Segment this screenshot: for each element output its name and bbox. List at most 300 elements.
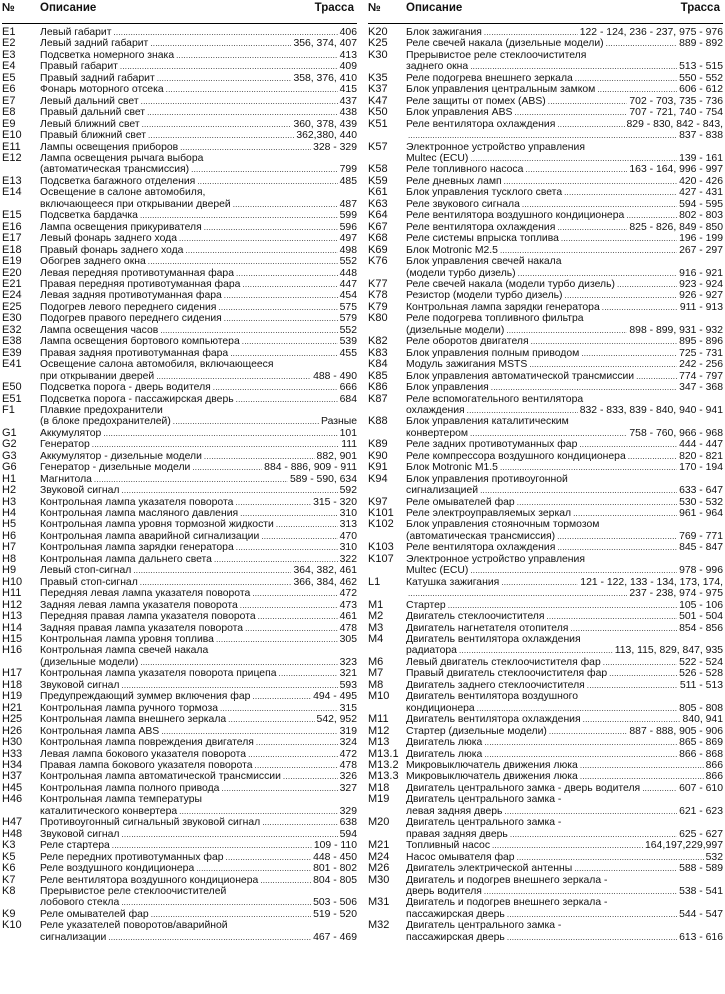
page-ref: 607 - 610: [679, 782, 723, 794]
entry-description: [40, 451, 357, 462]
dot-leader: [609, 668, 677, 679]
table-row: [2, 840, 357, 851]
page-ref: 544 - 547: [679, 908, 723, 920]
dot-leader: [501, 577, 578, 588]
table-row: [368, 680, 723, 691]
entry-description: [406, 164, 723, 175]
table-row: [2, 130, 357, 141]
entry-description: [40, 405, 357, 428]
table-row: [2, 863, 357, 874]
description-line: [406, 645, 723, 656]
page-ref: 882, 901: [316, 450, 357, 462]
page-ref: 467 - 469: [313, 931, 357, 943]
component-code: K77: [368, 277, 388, 290]
entry-description: [40, 485, 357, 496]
component-code: E20: [2, 266, 22, 279]
table-row: [368, 187, 723, 198]
table-row: [368, 84, 723, 95]
table-row: [368, 245, 723, 256]
description-text: Реле дневных ламп: [406, 175, 502, 187]
description-line: [406, 840, 723, 851]
component-code: K61: [368, 186, 388, 199]
table-row: [2, 542, 357, 553]
page-ref: 310: [339, 508, 357, 520]
page-ref: 666: [339, 382, 357, 394]
table-row: [2, 474, 357, 485]
dot-leader: [507, 932, 677, 943]
table-row: [368, 794, 723, 817]
line-spacer: [203, 153, 357, 164]
component-code: K9: [2, 907, 16, 920]
description-text: Подсветка порога - дверь водителя: [40, 382, 211, 394]
table-row: [2, 508, 357, 519]
page-ref: 413: [339, 49, 357, 61]
table-row: [2, 680, 357, 691]
description-text: Задняя левая лампа указателя поворота: [40, 599, 238, 611]
component-code: L1: [368, 575, 381, 588]
dot-leader: [233, 199, 338, 210]
description-line: [40, 531, 357, 542]
component-code: E16: [2, 220, 22, 233]
entry-description: [40, 142, 357, 153]
description-line: [406, 668, 723, 679]
page-ref: 360, 378, 439: [293, 118, 357, 130]
component-code: K30: [368, 48, 388, 61]
dot-leader: [561, 233, 677, 244]
left-column: [2, 2, 357, 943]
entry-description: [406, 119, 723, 142]
table-row: [368, 142, 723, 165]
description-text: Левая передняя противотуманная фара: [40, 267, 234, 279]
line-spacer: [561, 920, 723, 931]
entry-description: [40, 428, 357, 439]
page-ref: 478: [339, 760, 357, 771]
description-text: Левый задний габарит: [40, 38, 149, 50]
description-line: [40, 96, 357, 107]
dot-leader: [626, 210, 677, 221]
page-ref: 485: [339, 175, 357, 187]
dot-leader: [245, 623, 338, 634]
entry-description: [40, 439, 357, 450]
description-line: [40, 222, 357, 233]
description-line: [40, 313, 357, 324]
page-ref: 805 - 808: [679, 702, 723, 714]
table-row: [368, 577, 723, 600]
component-code: K103: [368, 541, 394, 554]
page-ref: 105 - 106: [679, 599, 723, 611]
dot-leader: [580, 760, 704, 771]
entry-list: [368, 24, 723, 943]
description-text: Левая лампа бокового указателя поворота: [40, 748, 247, 760]
description-line: [40, 153, 357, 164]
dot-leader: [220, 703, 338, 714]
entry-description: [406, 96, 723, 107]
description-text: Блок управления каталитическим: [406, 416, 569, 428]
entry-description: [406, 176, 723, 187]
component-code: H25: [2, 713, 23, 726]
component-code: M21: [368, 839, 390, 852]
page-ref: 267 - 297: [679, 244, 723, 256]
table-row: [2, 348, 357, 359]
description-line: [40, 668, 357, 679]
entry-description: [40, 245, 357, 256]
entry-description: [406, 222, 723, 233]
table-row: [2, 176, 357, 187]
dot-leader: [546, 611, 677, 622]
page-ref: 315 - 320: [313, 496, 357, 508]
page-ref: 448: [339, 267, 357, 279]
component-code: E39: [2, 346, 22, 359]
component-code: M13: [368, 736, 390, 749]
page-ref: 866 - 868: [679, 748, 723, 760]
entry-description: [406, 508, 723, 519]
description-text: Блок управления автоматической трансмиссии: [406, 370, 635, 382]
dot-leader: [151, 909, 311, 920]
page-ref: 113, 115, 829, 847, 935: [614, 645, 723, 657]
description-text: Реле указателей поворотов/аварийной: [40, 920, 228, 932]
component-code: E8: [2, 106, 16, 119]
description-line: [406, 817, 723, 828]
dot-leader: [642, 783, 677, 794]
page-ref: 625 - 627: [679, 828, 723, 840]
description-line: [40, 371, 357, 382]
description-text: Подогрев левого переднего сидения: [40, 301, 217, 313]
description-text: Двигатель центрального замка -: [406, 920, 562, 932]
description-line: [406, 405, 723, 416]
entry-description: [40, 336, 357, 347]
entry-description: [40, 691, 357, 702]
entry-description: [40, 325, 357, 336]
page-ref: 448 - 450: [313, 851, 357, 863]
page-ref: 329: [339, 805, 357, 817]
description-line: [40, 130, 357, 141]
component-code: E3: [2, 48, 16, 61]
component-code: E9: [2, 117, 16, 130]
description-line: [40, 932, 357, 943]
description-text: Микровыключатель движения люка: [406, 760, 578, 771]
description-text: заднего окна: [406, 61, 469, 73]
page-ref: 840, 941: [682, 714, 723, 726]
component-code: H17: [2, 667, 23, 680]
dot-leader: [517, 852, 704, 863]
line-spacer: [208, 645, 357, 656]
component-code: E50: [2, 381, 22, 394]
component-code: K64: [368, 209, 388, 222]
description-text: Левый габарит: [40, 27, 112, 38]
table-row: [368, 600, 723, 611]
page-ref: 163 - 164, 996 - 997: [629, 164, 723, 176]
description-text: (автоматическая трансмиссия): [40, 164, 190, 176]
description-line: [40, 50, 357, 61]
component-code: H33: [2, 747, 23, 760]
dot-leader: [94, 474, 288, 485]
component-code: K37: [368, 83, 388, 96]
description-line: [406, 760, 723, 771]
line-spacer: [586, 50, 723, 61]
description-text: Двигатель нагнетателя отопителя: [406, 622, 569, 634]
page-ref: 820 - 821: [679, 450, 723, 462]
description-text: Лампа освещения прикуривателя: [40, 221, 202, 233]
component-code: H2: [2, 484, 17, 497]
dot-leader: [484, 749, 677, 760]
entry-description: [406, 27, 723, 38]
table-row: [368, 474, 723, 497]
table-row: [368, 371, 723, 382]
description-line: [406, 73, 723, 84]
dot-leader: [242, 279, 337, 290]
dot-leader: [565, 290, 678, 301]
dot-leader: [228, 714, 314, 725]
description-line: [40, 920, 357, 931]
page-ref: 170 - 194: [679, 462, 723, 474]
component-code: E19: [2, 255, 22, 268]
component-code: H4: [2, 507, 17, 520]
entry-description: [40, 542, 357, 553]
description-text: Подогрев правого переднего сидения: [40, 313, 222, 325]
description-line: [40, 61, 357, 72]
line-spacer: [581, 634, 723, 645]
description-text: (дизельные модели): [406, 324, 505, 336]
entry-description: [406, 290, 723, 301]
table-row: [2, 749, 357, 760]
description-line: [40, 714, 357, 725]
dot-leader: [517, 497, 677, 508]
description-text: Реле защиты от помех (ABS): [406, 95, 546, 107]
description-text: Задняя правая лампа указателя поворота: [40, 622, 244, 634]
description-text: Блок зажигания: [406, 27, 482, 38]
dot-leader: [140, 577, 292, 588]
description-text: Реле передних противотуманных фар: [40, 851, 224, 863]
description-text: Противоугонный сигнальный звуковой сигнал: [40, 817, 261, 829]
page-ref: 552: [339, 324, 357, 336]
dot-leader: [216, 634, 338, 645]
entry-description: [406, 920, 723, 943]
table-row: [2, 428, 357, 439]
description-text: Блок управления ABS: [406, 107, 513, 119]
page-ref: 511 - 513: [679, 679, 723, 691]
page-ref: 447: [339, 278, 357, 290]
entry-description: [406, 875, 723, 898]
page-ref: 594 - 595: [679, 198, 723, 210]
description-text: Лампа освещения бортового компьютера: [40, 336, 240, 348]
description-line: [406, 806, 723, 817]
dot-leader: [236, 542, 338, 553]
entry-description: [40, 600, 357, 611]
table-row: [2, 336, 357, 347]
page-ref: 911 - 913: [679, 301, 723, 313]
entry-description: [40, 119, 357, 130]
description-line: [406, 27, 723, 38]
header-route: Трасса: [314, 2, 354, 14]
entry-description: [40, 279, 357, 290]
page-ref: 437: [339, 95, 357, 107]
component-code: K88: [368, 415, 388, 428]
entry-description: [406, 382, 723, 393]
description-line: [406, 542, 723, 553]
table-row: [368, 336, 723, 347]
dot-leader: [218, 302, 337, 313]
component-code: H10: [2, 575, 23, 588]
page-ref: 552: [339, 256, 357, 268]
component-code: H26: [2, 724, 23, 737]
page-ref: 121 - 122, 133 - 134, 173, 174,: [580, 576, 723, 588]
page-ref: 328 - 329: [313, 141, 357, 153]
page-ref: 409: [339, 61, 357, 73]
page-ref: 472: [339, 748, 357, 760]
page-ref: 196 - 199: [679, 233, 723, 245]
description-text: Реле топливного насоса: [406, 164, 524, 176]
description-text: Правая передняя противотуманная фара: [40, 278, 241, 290]
table-row: [2, 588, 357, 599]
dot-leader: [140, 657, 337, 668]
dot-leader: [506, 325, 627, 336]
line-spacer: [163, 405, 357, 416]
description-text: Левый ближний свет: [40, 118, 140, 130]
dot-leader: [140, 210, 338, 221]
component-code: K63: [368, 197, 388, 210]
description-line: [406, 279, 723, 290]
description-line: [40, 176, 357, 187]
description-line: [406, 920, 723, 931]
table-row: [2, 714, 357, 725]
description-line: [40, 279, 357, 290]
entry-description: [406, 817, 723, 840]
component-code: H9: [2, 564, 17, 577]
description-text: охлаждения: [406, 404, 465, 416]
entry-description: [40, 290, 357, 301]
description-line: [40, 600, 357, 611]
description-line: [40, 164, 357, 175]
description-line: [406, 497, 723, 508]
component-code: M2: [368, 610, 384, 623]
entry-description: [406, 462, 723, 473]
dot-leader: [236, 394, 338, 405]
description-text: Левый стоп-сигнал: [40, 565, 132, 577]
dot-leader: [583, 714, 681, 725]
entry-description: [40, 210, 357, 221]
table-row: [2, 153, 357, 176]
page-ref: 592: [339, 485, 357, 497]
description-line: [40, 794, 357, 805]
component-code: M26: [368, 862, 390, 875]
description-line: [40, 645, 357, 656]
table-row: [2, 909, 357, 920]
page-ref: 799: [339, 164, 357, 176]
table-row: [368, 714, 723, 725]
dot-leader: [570, 623, 677, 634]
header-description: Описание: [40, 2, 97, 14]
dot-leader: [606, 38, 677, 49]
entry-description: [40, 359, 357, 382]
line-spacer: [599, 519, 723, 530]
description-line: [406, 130, 723, 141]
page-ref: 164,197,229,997: [644, 840, 723, 852]
dot-leader: [148, 256, 338, 267]
description-text: Плавкие предохранители: [40, 404, 163, 416]
description-text: Звуковой сигнал: [40, 485, 120, 497]
dot-leader: [477, 703, 677, 714]
line-spacer: [561, 256, 723, 267]
table-row: [368, 119, 723, 142]
table-row: [2, 96, 357, 107]
description-line: [40, 497, 357, 508]
line-spacer: [568, 474, 723, 485]
page-ref: 242 - 256: [679, 359, 723, 371]
table-row: [2, 313, 357, 324]
component-code: E15: [2, 209, 22, 222]
page-ref: 866: [705, 771, 723, 783]
entry-list: [2, 24, 357, 943]
table-row: [2, 886, 357, 909]
description-line: [406, 577, 723, 588]
table-row: [368, 771, 723, 782]
component-code: H14: [2, 621, 23, 634]
component-code: H45: [2, 781, 23, 794]
dot-leader: [504, 176, 677, 187]
description-text: Реле оборотов двигателя: [406, 336, 529, 348]
table-row: [2, 794, 357, 817]
component-code: M8: [368, 678, 384, 691]
description-line: [40, 875, 357, 886]
entry-description: [406, 73, 723, 84]
dot-leader: [204, 451, 315, 462]
entry-description: [40, 348, 357, 359]
description-line: [40, 210, 357, 221]
dot-leader: [575, 73, 677, 84]
component-code: K25: [368, 37, 388, 50]
description-line: [406, 107, 723, 118]
description-line: [406, 371, 723, 382]
entry-description: [40, 508, 357, 519]
description-line: [406, 852, 723, 863]
page-ref: 526 - 528: [679, 668, 723, 680]
description-text: Контрольная лампа дальнего света: [40, 553, 212, 565]
dot-leader: [214, 554, 338, 565]
page-ref: 461: [339, 611, 357, 623]
table-row: [2, 829, 357, 840]
description-text: Электронное устройство управления: [406, 141, 585, 153]
component-code: H37: [2, 770, 23, 783]
description-line: [406, 726, 723, 737]
entry-description: [40, 382, 357, 393]
entry-description: [40, 84, 357, 95]
description-text: Модуль зажигания MSTS: [406, 359, 528, 371]
dot-leader: [221, 783, 337, 794]
entry-description: [40, 38, 357, 49]
description-text: Контрольная лампа температуры: [40, 794, 202, 806]
component-code: M30: [368, 873, 390, 886]
dot-leader: [261, 531, 337, 542]
column-header: [368, 2, 723, 24]
entry-description: [406, 863, 723, 874]
dot-leader: [191, 164, 338, 175]
component-code: E12: [2, 151, 22, 164]
dot-leader: [240, 600, 338, 611]
entry-description: [40, 817, 357, 828]
description-text: Блок управления: [406, 382, 489, 394]
table-row: [2, 256, 357, 267]
description-line: [40, 474, 357, 485]
dot-leader: [484, 27, 578, 38]
description-line: [40, 382, 357, 393]
entry-description: [406, 760, 723, 771]
table-row: [2, 783, 357, 794]
page-ref: 532: [705, 851, 723, 863]
entry-description: [406, 451, 723, 462]
description-line: [40, 107, 357, 118]
component-code: K79: [368, 300, 388, 313]
dot-leader: [197, 176, 337, 187]
